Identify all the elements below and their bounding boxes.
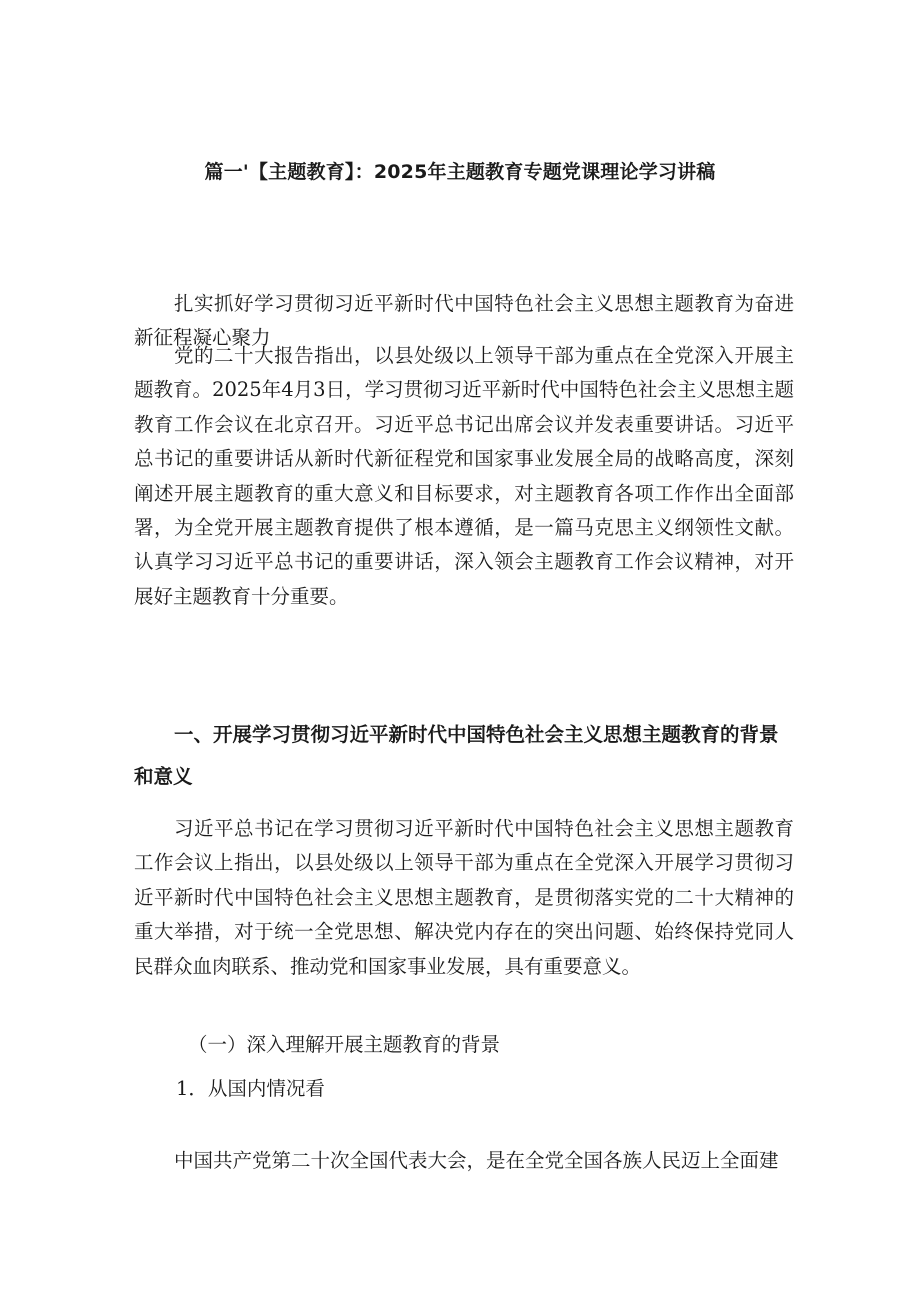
subtitle-paragraph: 扎实抓好学习贯彻习近平新时代中国特色社会主义思想主题教育为奋进新征程凝心聚力 xyxy=(134,292,794,350)
document-title: 篇一'【主题教育】：2025年主题教育专题党课理论学习讲稿 xyxy=(204,161,716,183)
section-heading: 一、开展学习贯彻习近平新时代中国特色社会主义思想主题教育的背景和意义 xyxy=(134,723,779,788)
section-paragraph: 习近平总书记在学习贯彻习近平新时代中国特色社会主义思想主题教育工作会议上指出，以县处级以上领导干部为重点在全党深入开展学习贯彻习近平新时代中国特色社会主义思想主题教育，是贯彻落实党的二十大精神的重大举措，对于统一全党思想、解决党内存在的突出问题、始终保持党同人民群众血肉联系、推动党和国家事业发展，具有重要意义。 xyxy=(134,817,794,978)
intro-paragraph: 党的二十大报告指出，以县处级以上领导干部为重点在全党深入开展主题教育。2025年4月3日，学习贯彻习近平新时代中国特色社会主义思想主题教育工作会议在北京召开。习近平总书记出席会议并发表重要讲话。习近平总书记的重要讲话从新时代新征程党和国家事业发展全局的战略高度，深刻阐述开展主题教育的重大意义和目标要求，对主题教育各项工作作出全面部署，为全党开展主题教育提供了根本遵循，是一篇马克思主义纲领性文献。认真学习习近平总书记的重要讲话，深入领会主题教育工作会议精神，对开展好主题教育十分重要。 xyxy=(134,344,794,608)
continued-paragraph: 中国共产党第二十次全国代表大会，是在全党全国各族人民迈上全面建 xyxy=(174,1149,779,1172)
list-item-heading: 1．从国内情况看 xyxy=(176,1077,325,1100)
subsection-heading: （一）深入理解开展主题教育的背景 xyxy=(188,1033,501,1056)
